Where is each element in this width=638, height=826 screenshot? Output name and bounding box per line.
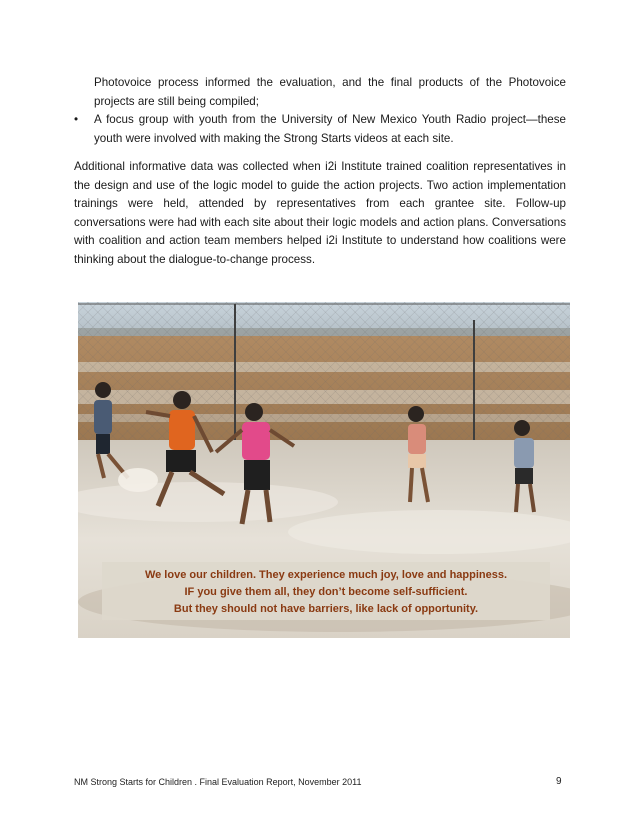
caption-line: IF you give them all, they don’t become self-sufficient. [184,586,468,598]
caption-line: We love our children. They experience much joy, love and happiness. [144,569,508,581]
bullet-list [74,74,566,148]
bullet-item [74,111,566,148]
footer-report-title: NM Strong Starts for Children . Final Evaluation Report, November 2011 [74,777,362,787]
page-number: 9 [556,776,562,787]
photo-caption-box [102,562,550,620]
bullet-continuation: Photovoice process informed the evaluation, and the final products of the Photovoice projects are still being compiled; [94,76,566,108]
caption-line: But they should not have barriers, like lack of opportunity. [173,603,479,615]
children-playing-photo [78,302,570,638]
body-paragraph: Additional informative data was collected when i2i Institute trained coalition representatives in the design and use of the logic model to guide the action projects. Two action implementation trainings were held, attended by representatives from each grantee site. Follow-up conversations were had with each site about their logic models and action plans. Conversations with coalition and action team members helped i2i Institute to understand how coalitions were thinking about the dialogue-to-change process. [74,160,566,266]
bullet-text: A focus group with youth from the University of New Mexico Youth Radio project—these youth were involved with making the Strong Starts videos at each site. [94,113,566,145]
bullet-marker: • [74,113,79,126]
